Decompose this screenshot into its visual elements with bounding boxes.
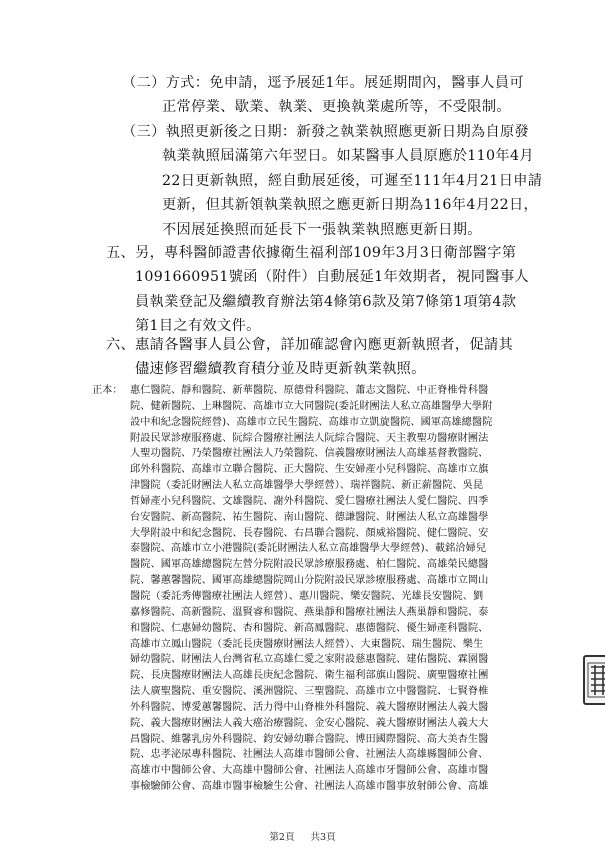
copy-to-line: 醫院、國軍高雄總醫院左營分院附設民眾診療服務處、柏仁醫院、高雄榮民總醫 — [130, 559, 489, 571]
copy-to-line: 醫院（委託秀傳醫療社團法人經營）、惠川醫院、樂安醫院、光雄長安醫院、劉 — [130, 590, 484, 602]
copy-to-line: 附設民眾診療服務處、阮綜合醫療社團法人阮綜合醫院、天主教聖功醫療財團法 — [130, 432, 489, 444]
text-line: 不因展延換照而延長下一張執業執照應更新日期。 — [162, 221, 482, 238]
copy-to-line: 人聖功醫院、乃榮醫療社團法人乃榮醫院、信義醫療財團法人高雄基督教醫院、 — [130, 448, 489, 460]
copy-to-line: 昌醫院、維馨乳房外科醫院、鈞安婦幼聯合醫院、博田國際醫院、高大美杏生醫 — [130, 733, 489, 745]
text-line: 執業執照屆滿第六年翌日。如某醫事人員原應於110年4月 — [162, 148, 534, 165]
page-footer — [0, 829, 605, 843]
copy-to-line: 院、義大醫療財團法人義大癌治療醫院、金安心醫院、義大醫療財團法人義大大 — [130, 717, 489, 729]
copy-to-line: 法人廣聖醫院、重安醫院、溪洲醫院、三聖醫院、高雄市立中醫醫院、七賢脊椎 — [130, 686, 489, 698]
copy-to-line: 高雄市立鳳山醫院（委託長庚醫療財團法人經營）、大東醫院、瑞生醫院、樂生 — [130, 638, 484, 650]
copy-to-line: 院、健新醫院、上琳醫院、高雄市立大同醫院(委託財團法人私立高雄醫學大學附 — [130, 400, 493, 412]
page-total: 共3頁 — [310, 832, 336, 843]
copy-to-line: 嘉修醫院、高新醫院、溫賢睿和醫院、燕巢靜和醫療社團法人燕巢靜和醫院、泰 — [130, 606, 489, 618]
page-number: 第2頁 — [269, 832, 295, 843]
text-line: 1091660951號函（附件）自動展延1年效期者，視同醫事人 — [135, 269, 529, 286]
copy-to-line: 大學附設中和紀念醫院、長春醫院、右昌聯合醫院、顏威裕醫院、健仁醫院、安 — [130, 527, 489, 539]
copy-to-line: 惠仁醫院、靜和醫院、新華醫院、原德骨科醫院、蕭志文醫院、中正脊椎骨科醫 — [130, 385, 489, 396]
copy-to-recipients — [130, 383, 564, 795]
copy-to-line: 院、長庚醫療財團法人高雄長庚紀念醫院、衛生福利部旗山醫院、廣聖醫療社團 — [130, 670, 489, 682]
copy-to-line: 台安醫院、新高醫院、祐生醫院、南山醫院、德謙醫院、財團法人私立高雄醫學 — [130, 511, 489, 523]
item-2-method — [122, 71, 524, 120]
copy-to-line: 院、忠孝泌尿專科醫院、社團法人高雄市醫師公會、社團法人高雄縣醫師公會、 — [130, 749, 489, 761]
stamp-seal — [583, 655, 605, 705]
text-line: 五、另，專科醫師證書依據衛生福利部109年3月3日衛部醫字第 — [106, 245, 517, 261]
copy-to-label: 正本： — [92, 385, 123, 396]
copy-to-line: 津醫院（委託財團法人私立高雄醫學大學經營）、瑞祥醫院、新正薪醫院、吳昆 — [130, 480, 484, 492]
item-6-associations-request — [106, 333, 513, 382]
text-line: 儘速修習繼續教育積分並及時更新執業執照。 — [135, 361, 426, 378]
text-line: 第1目之有效文件。 — [135, 318, 261, 335]
text-line: 六、惠請各醫事人員公會，詳加確認會內應更新執照者，促請其 — [106, 337, 514, 353]
item-5-specialist-certificate — [106, 241, 529, 339]
copy-to-line: 泰醫院、高雄市立小港醫院(委託財團法人私立高雄醫學大學經營)、載銘洽婦兒 — [130, 543, 487, 555]
text-line: 更新，但其新領執業執照之應更新日期為116年4月22日， — [162, 197, 539, 214]
copy-to-line: 邱外科醫院、高雄市立聯合醫院、正大醫院、生安婦產小兒科醫院、高雄市立旗 — [130, 464, 489, 476]
copy-to-line: 外科醫院、博愛蕙馨醫院、活力得中山脊椎外科醫院、義大醫療財團法人義大醫 — [130, 701, 489, 713]
text-line: （二）方式：免申請，逕予展延1年。展延期間內，醫事人員可 — [122, 75, 524, 91]
item-3-renewal-date — [122, 120, 542, 242]
text-line: 正常停業、歇業、執業、更換執業處所等，不受限制。 — [162, 99, 511, 116]
copy-to-line: 和醫院、仁惠婦幼醫院、杏和醫院、新高鳳醫院、惠德醫院、優生婦產科醫院、 — [130, 622, 489, 634]
copy-to-line: 院、馨蕙馨醫院、國軍高雄總醫院岡山分院附設民眾診療服務處、高雄市立岡山 — [130, 575, 489, 587]
seal-glyph — [585, 657, 605, 703]
copy-to-line: 高雄市中醫師公會、大高雄中醫師公會、社團法人高雄市牙醫師公會、高雄市醫 — [130, 765, 489, 777]
copy-to-line: 哲婦產小兒科醫院、文雄醫院、謝外科醫院、愛仁醫療社團法人愛仁醫院、四季 — [130, 495, 489, 507]
text-line: （三）執照更新後之日期：新發之執業執照應更新日期為自原發 — [122, 124, 530, 140]
text-line: 22日更新執照，經自動展延後，可遲至111年4月21日申請 — [162, 172, 543, 189]
copy-to-line: 事檢驗師公會、高雄市醫事檢驗生公會、社團法人高雄市醫事放射師公會、高雄 — [130, 781, 489, 793]
copy-to-line: 設中和紀念醫院經營)、高雄市立民生醫院、高雄市立凱旋醫院、國軍高雄總醫院 — [130, 416, 493, 428]
copy-to-line: 婦幼醫院、財團法人台灣省私立高雄仁愛之家附設慈惠醫院、建佑醫院、霖園醫 — [130, 654, 489, 666]
text-line: 員執業登記及繼續教育辦法第4條第6款及第7條第1項第4款 — [135, 293, 517, 310]
